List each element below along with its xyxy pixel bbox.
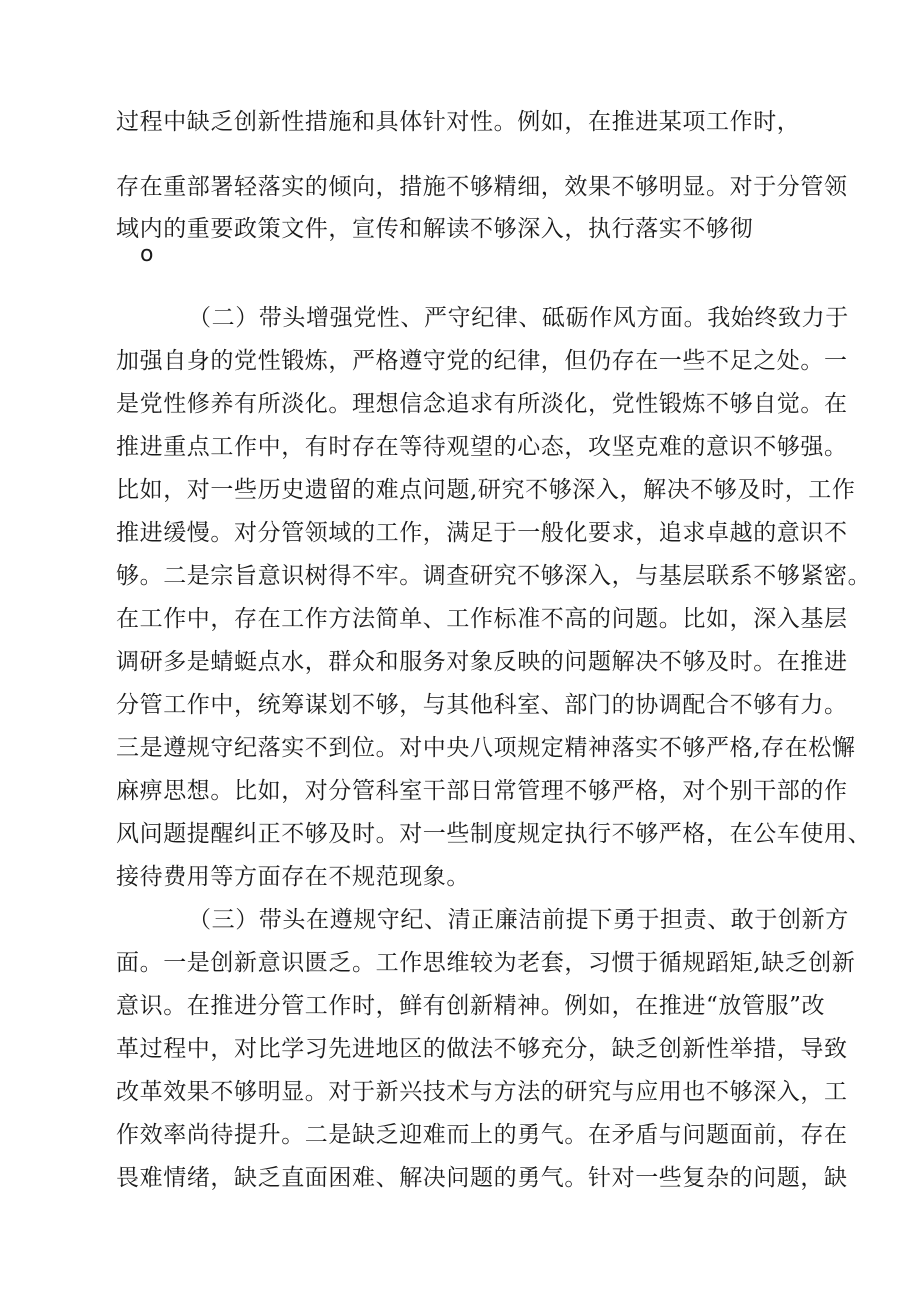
section2-line: 比如，对一些历史遗留的难点问题,研究不够深入，解决不够及时，工作 — [116, 477, 856, 503]
section2-line: 麻痹思想。比如，对分管科室干部日常管理不够严格，对个别干部的作 — [116, 778, 848, 804]
section2-line: 是党性修养有所淡化。理想信念追求有所淡化，党性锻炼不够自觉。在 — [116, 391, 848, 417]
section3-heading-line: （三）带头在遵规守纪、清正廉洁前提下勇于担责、敢于创新方 — [188, 907, 849, 933]
section3-line: 作效率尚待提升。二是缺乏迎难而上的勇气。在矛盾与问题面前，存在 — [116, 1122, 848, 1148]
section2-line: 三是遵规守纪落实不到位。对中央八项规定精神落实不够严格,存在松懈 — [116, 735, 856, 761]
section3-line: 意识。在推进分管工作时，鲜有创新精神。例如，在推进“放管服”改 — [116, 993, 826, 1019]
section3-line: 改革效果不够明显。对于新兴技术与方法的研究与应用也不够深入，工 — [116, 1079, 848, 1105]
fragment-stray-char: o — [140, 242, 154, 267]
section2-line: 推进缓慢。对分管领域的工作，满足于一般化要求，追求卓越的意识不 — [116, 520, 848, 546]
section2-line: 推进重点工作中，有时存在等待观望的心态，攻坚克难的意识不够强。 — [116, 434, 848, 460]
fragment-line-1: 过程中缺乏创新性措施和具体针对性。例如，在推进某项工作时， — [116, 109, 801, 135]
section2-line: 调研多是蜻蜓点水，群众和服务对象反映的问题解决不够及时。在推进 — [116, 649, 848, 675]
section2-line: 在工作中，存在工作方法简单、工作标准不高的问题。比如，深入基层 — [116, 606, 848, 632]
section2-line: 加强自身的党性锻炼，严格遵守党的纪律，但仍存在一些不足之处。一 — [116, 348, 848, 374]
section2-line: 接待费用等方面存在不规范现象。 — [116, 864, 470, 890]
section2-heading-line: （二）带头增强党性、严守纪律、砥砺作风方面。我始终致力于 — [188, 305, 849, 331]
section3-line: 畏难情绪，缺乏直面困难、解决问题的勇气。针对一些复杂的问题，缺 — [116, 1165, 848, 1191]
section2-line: 够。二是宗旨意识树得不牢。调查研究不够深入，与基层联系不够紧密。 — [116, 563, 872, 589]
fragment-line-3: 域内的重要政策文件，宣传和解读不够深入，执行落实不够彻 — [116, 216, 754, 242]
section3-line: 面。一是创新意识匮乏。工作思维较为老套，习惯于循规蹈矩,缺乏创新 — [116, 950, 856, 976]
section2-line: 风问题提醒纠正不够及时。对一些制度规定执行不够严格，在公车使用、 — [116, 821, 872, 847]
section2-line: 分管工作中，统筹谋划不够，与其他科室、部门的协调配合不够有力。 — [116, 692, 848, 718]
section3-line: 革过程中，对比学习先进地区的做法不够充分，缺乏创新性举措，导致 — [116, 1036, 848, 1062]
fragment-line-2: 存在重部署轻落实的倾向，措施不够精细，效果不够明显。对于分管领 — [116, 174, 848, 200]
